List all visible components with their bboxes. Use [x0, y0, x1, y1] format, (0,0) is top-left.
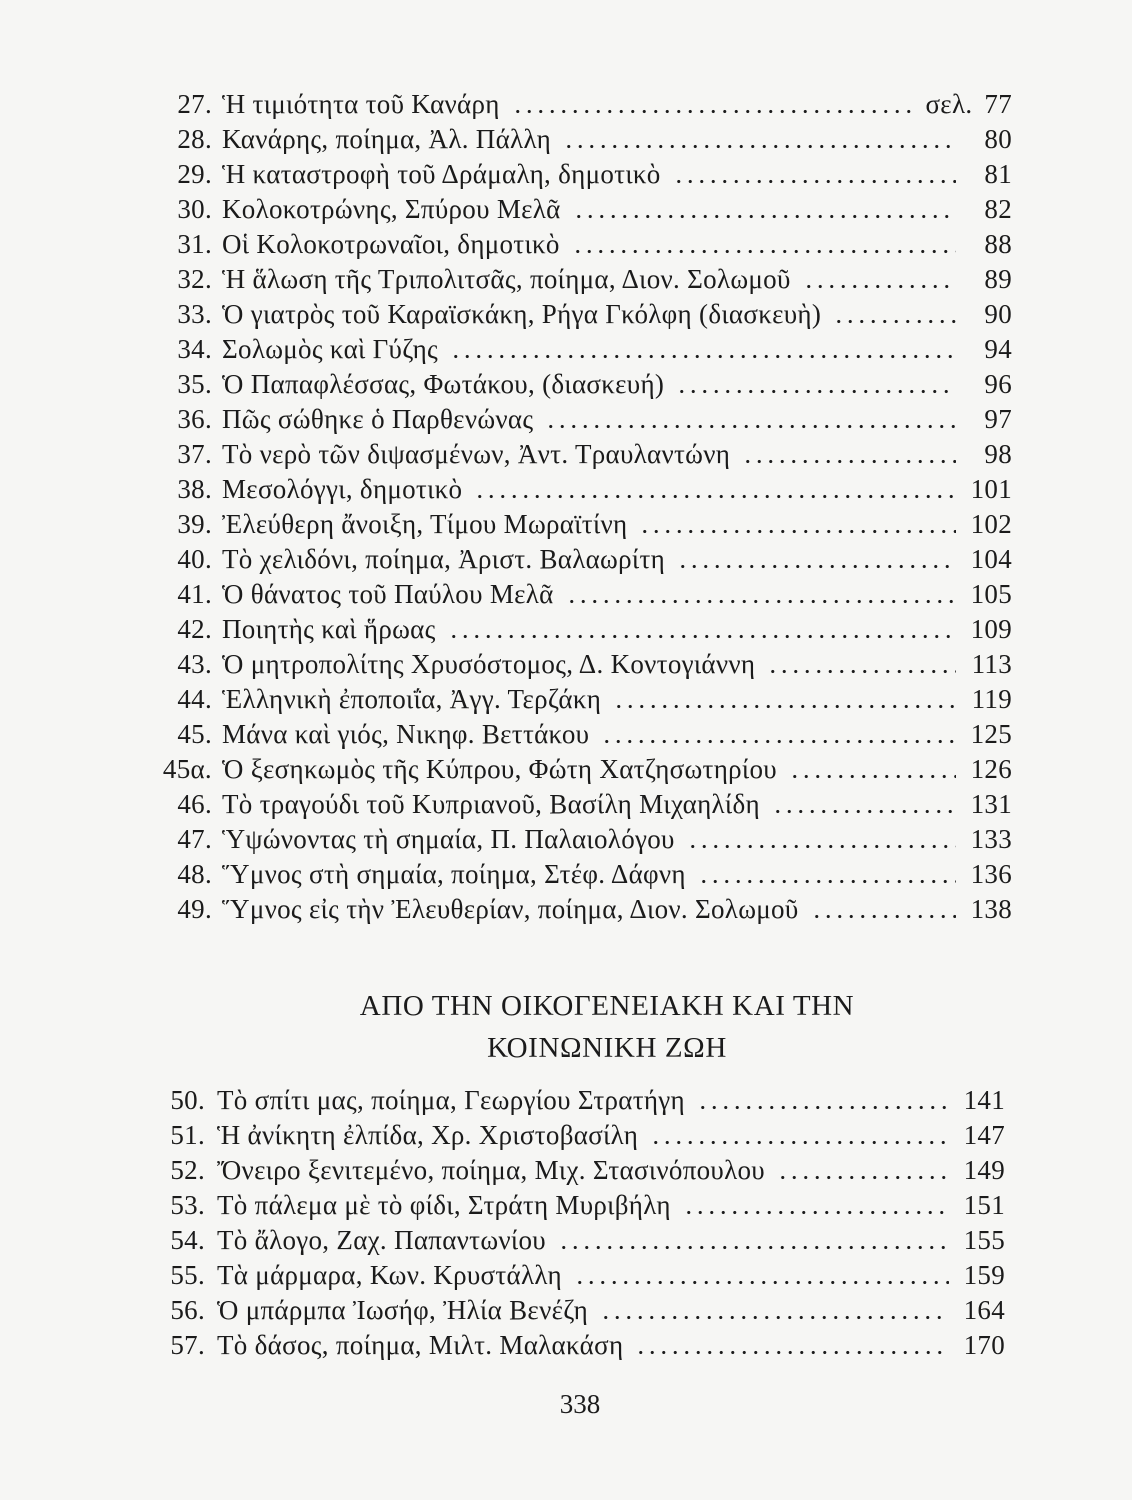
toc-entry-number: 50. [170, 1085, 205, 1115]
toc-entry [150, 332, 1012, 367]
toc-entry-number: 46. [177, 789, 212, 819]
toc-entry-page-cell [961, 1083, 1005, 1118]
toc-entry-page-cell [968, 822, 1012, 857]
toc-entry-number: 33. [177, 299, 212, 329]
dot-leader [448, 332, 956, 367]
toc-entry-page: 97 [984, 404, 1012, 434]
toc-entry-page-cell [968, 297, 1012, 332]
toc-entry-page-cell [968, 787, 1012, 822]
toc-entry-page-cell [961, 1258, 1005, 1293]
toc-entry-title: Ἡ τιμιότητα τοῦ Κανάρη [222, 89, 500, 119]
toc-entry-page: 82 [984, 194, 1012, 224]
dot-leader [685, 822, 956, 857]
toc-entry-page: 147 [963, 1120, 1005, 1150]
toc-entry-number: 56. [170, 1295, 205, 1325]
toc-entry-page-cell [961, 1188, 1005, 1223]
section-heading-line-2: ΚΟΙΝΩΝΙΚΗ ΖΩΗ [487, 1032, 727, 1064]
toc-entry-page: 89 [984, 264, 1012, 294]
toc-entry-number: 34. [177, 334, 212, 364]
toc-entry-title: Τὰ μάρμαρα, Κων. Κρυστάλλη [217, 1260, 562, 1290]
toc-entry-page-cell [968, 262, 1012, 297]
toc-entry-page-cell [968, 122, 1012, 157]
toc-entry [150, 122, 1012, 157]
section-heading [300, 985, 914, 1069]
dot-leader [809, 892, 956, 927]
toc-entry-number: 31. [177, 229, 212, 259]
toc-entry-number: 29. [177, 159, 212, 189]
dot-leader [637, 507, 956, 542]
dot-leader [775, 1153, 949, 1188]
toc-entry-page: 88 [984, 229, 1012, 259]
toc-entry-page-prefix: σελ. [925, 89, 973, 119]
toc-entry-title: Ὁ γιατρὸς τοῦ Καραϊσκάκη, Ρήγα Γκόλφη (διασκευὴ) [222, 299, 822, 329]
toc-entry-number: 36. [177, 404, 212, 434]
toc-entry-page-cell [968, 717, 1012, 752]
toc-entry [150, 542, 1012, 577]
toc-entry-page-cell [968, 157, 1012, 192]
toc-entry [145, 1293, 1005, 1328]
toc-entry-number: 51. [170, 1120, 205, 1150]
dot-leader [611, 682, 956, 717]
toc-entry-number: 27. [177, 89, 212, 119]
toc-entry-page-cell [968, 542, 1012, 577]
toc-entry-number: 42. [177, 614, 212, 644]
dot-leader [543, 402, 956, 437]
dot-leader [510, 87, 914, 122]
toc-entry-title: Τὸ πάλεμα μὲ τὸ φίδι, Στράτη Μυριβήλη [217, 1190, 671, 1220]
dot-leader [671, 157, 956, 192]
toc-entry-title: Τὸ τραγούδι τοῦ Κυπριανοῦ, Βασίλη Μιχαηλίδη [222, 789, 760, 819]
dot-leader [787, 752, 956, 787]
toc-entry-page-cell [968, 367, 1012, 402]
dot-leader [674, 367, 956, 402]
toc-entry-page-cell [968, 577, 1012, 612]
toc-entry-number: 49. [177, 894, 212, 924]
table-of-contents-part-2 [145, 1083, 1005, 1363]
dot-leader [599, 717, 956, 752]
toc-entry [145, 1118, 1005, 1153]
toc-entry [150, 892, 1012, 927]
toc-entry-page: 105 [970, 579, 1012, 609]
toc-entry-page: 151 [963, 1190, 1005, 1220]
toc-entry-number: 41. [177, 579, 212, 609]
toc-entry-title: Ὕμνος στὴ σημαία, ποίημα, Στέφ. Δάφνη [222, 859, 686, 889]
dot-leader [633, 1328, 949, 1363]
toc-entry-title: Τὸ δάσος, ποίημα, Μιλτ. Μαλακάση [217, 1330, 624, 1360]
toc-entry-page: 90 [984, 299, 1012, 329]
dot-leader [831, 297, 956, 332]
toc-entry-page: 109 [970, 614, 1012, 644]
dot-leader [740, 437, 956, 472]
toc-entry [145, 1083, 1005, 1118]
toc-entry-title: Μάνα καὶ γιός, Νικηφ. Βεττάκου [222, 719, 590, 749]
toc-entry-number: 55. [170, 1260, 205, 1290]
dot-leader [564, 577, 956, 612]
toc-entry-page: 119 [971, 684, 1012, 714]
toc-entry-page-cell [961, 1118, 1005, 1153]
toc-entry [150, 367, 1012, 402]
toc-entry-title: Ἡ ἅλωση τῆς Τριπολιτσᾶς, ποίημα, Διον. Σολωμοῦ [222, 264, 791, 294]
toc-entry-title: Ὁ Παπαφλέσσας, Φωτάκου, (διασκευή) [222, 369, 665, 399]
toc-entry [150, 472, 1012, 507]
toc-entry-page-cell [968, 192, 1012, 227]
toc-entry-number: 47. [177, 824, 212, 854]
toc-entry [150, 857, 1012, 892]
toc-entry-page-cell [968, 227, 1012, 262]
toc-entry [150, 682, 1012, 717]
dot-leader [572, 1258, 949, 1293]
toc-entry-page: 164 [963, 1295, 1005, 1325]
toc-entry-title: Ὑψώνοντας τὴ σημαία, Π. Παλαιολόγου [222, 824, 675, 854]
dot-leader [695, 1083, 949, 1118]
toc-entry-page-cell [968, 892, 1012, 927]
toc-entry-title: Κανάρης, ποίημα, Ἀλ. Πάλλη [222, 124, 552, 154]
toc-entry-title: Ἡ ἀνίκητη ἐλπίδα, Χρ. Χριστοβασίλη [217, 1120, 639, 1150]
dot-leader [598, 1293, 949, 1328]
toc-entry [150, 437, 1012, 472]
toc-entry-page: 170 [963, 1330, 1005, 1360]
toc-entry-page-cell [968, 437, 1012, 472]
toc-entry-page: 136 [970, 859, 1012, 889]
toc-entry-title: Ἐλεύθερη ἄνοιξη, Τίμου Μωραϊτίνη [222, 509, 628, 539]
toc-entry-number: 38. [177, 474, 212, 504]
toc-entry-page-cell [925, 87, 1012, 122]
toc-entry [150, 647, 1012, 682]
toc-entry-number: 57. [170, 1330, 205, 1360]
section-heading-line-1: ΑΠΟ ΤΗΝ ΟΙΚΟΓΕΝΕΙΑΚΗ ΚΑΙ ΤΗΝ [359, 990, 855, 1022]
toc-entry-page: 149 [963, 1155, 1005, 1185]
toc-entry-number: 37. [177, 439, 212, 469]
toc-entry-page: 101 [970, 474, 1012, 504]
toc-entry [145, 1328, 1005, 1363]
table-of-contents-part-1 [150, 87, 1012, 927]
toc-entry [150, 717, 1012, 752]
toc-entry-page: 80 [984, 124, 1012, 154]
toc-entry-title: Τὸ ἄλογο, Ζαχ. Παπαντωνίου [217, 1225, 546, 1255]
toc-entry-title: Κολοκοτρώνης, Σπύρου Μελᾶ [222, 194, 561, 224]
toc-entry-page: 102 [970, 509, 1012, 539]
toc-entry-title: Σολωμὸς καὶ Γύζης [222, 334, 439, 364]
toc-entry-title: Ὄνειρο ξενιτεμένο, ποίημα, Μιχ. Στασινόπουλου [217, 1155, 765, 1185]
toc-entry-title: Ἑλληνικὴ ἐποποιΐα, Ἀγγ. Τερζάκη [222, 684, 602, 714]
toc-entry-title: Τὸ νερὸ τῶν διψασμένων, Ἀντ. Τραυλαντώνη [222, 439, 731, 469]
dot-leader [561, 122, 956, 157]
toc-entry-page-cell [961, 1328, 1005, 1363]
page-number: 338 [559, 1389, 601, 1419]
toc-entry-title: Ὁ ξεσηκωμὸς τῆς Κύπρου, Φώτη Χατζησωτηρίου [222, 754, 777, 784]
toc-entry [145, 1153, 1005, 1188]
toc-entry-page: 94 [984, 334, 1012, 364]
toc-entry [150, 297, 1012, 332]
toc-entry-title: Οἱ Κολοκοτρωναῖοι, δημοτικὸ [222, 229, 560, 259]
toc-entry-page-cell [968, 332, 1012, 367]
toc-entry [150, 227, 1012, 262]
dot-leader [556, 1223, 949, 1258]
dot-leader [472, 472, 956, 507]
toc-entry [145, 1188, 1005, 1223]
toc-entry [150, 752, 1012, 787]
toc-entry-title: Ὁ μητροπολίτης Χρυσόστομος, Δ. Κοντογιάννη [222, 649, 756, 679]
toc-entry-page-cell [961, 1223, 1005, 1258]
toc-entry [145, 1223, 1005, 1258]
toc-entry-page: 104 [970, 544, 1012, 574]
toc-entry-page-cell [968, 612, 1012, 647]
toc-entry-title: Πῶς σώθηκε ὁ Παρθενώνας [222, 404, 534, 434]
dot-leader [675, 542, 956, 577]
toc-entry-page-cell [961, 1293, 1005, 1328]
toc-entry-number: 52. [170, 1155, 205, 1185]
toc-entry-title: Τὸ σπίτι μας, ποίημα, Γεωργίου Στρατήγη [217, 1085, 685, 1115]
toc-entry-page: 138 [970, 894, 1012, 924]
toc-entry [150, 87, 1012, 122]
dot-leader [570, 227, 956, 262]
toc-entry-title: Ὕμνος εἰς τὴν Ἐλευθερίαν, ποίημα, Διον. Σολωμοῦ [222, 894, 799, 924]
dot-leader [770, 787, 956, 822]
toc-entry [150, 612, 1012, 647]
dot-leader [765, 647, 956, 682]
toc-entry [150, 787, 1012, 822]
toc-entry [150, 192, 1012, 227]
toc-entry-page: 126 [970, 754, 1012, 784]
toc-entry-title: Ἡ καταστροφὴ τοῦ Δράμαλη, δημοτικὸ [222, 159, 661, 189]
toc-entry-page: 131 [970, 789, 1012, 819]
toc-entry-number: 44. [177, 684, 212, 714]
toc-entry-page-cell [968, 647, 1012, 682]
dot-leader [648, 1118, 949, 1153]
toc-entry-title: Ὁ μπάρμπα Ἰωσήφ, Ἠλία Βενέζη [217, 1295, 589, 1325]
toc-entry-number: 40. [177, 544, 212, 574]
toc-entry-title: Ὁ θάνατος τοῦ Παύλου Μελᾶ [222, 579, 554, 609]
toc-entry-page-cell [968, 752, 1012, 787]
toc-entry-number: 28. [177, 124, 212, 154]
dot-leader [681, 1188, 949, 1223]
dot-leader [446, 612, 956, 647]
toc-entry [150, 262, 1012, 297]
toc-entry-title: Μεσολόγγι, δημοτικὸ [222, 474, 463, 504]
toc-entry [150, 157, 1012, 192]
toc-entry-number: 45. [177, 719, 212, 749]
toc-entry-number: 30. [177, 194, 212, 224]
toc-entry [145, 1258, 1005, 1293]
toc-entry-page: 77 [984, 89, 1012, 119]
toc-entry-page: 98 [984, 439, 1012, 469]
toc-entry-page: 141 [963, 1085, 1005, 1115]
dot-leader [696, 857, 956, 892]
dot-leader [571, 192, 956, 227]
toc-entry-number: 54. [170, 1225, 205, 1255]
toc-entry-number: 43. [177, 649, 212, 679]
toc-entry-number: 35. [177, 369, 212, 399]
toc-entry-page-cell [968, 857, 1012, 892]
toc-entry [150, 577, 1012, 612]
toc-entry-page: 96 [984, 369, 1012, 399]
toc-entry-page: 133 [970, 824, 1012, 854]
toc-entry [150, 822, 1012, 857]
toc-entry [150, 402, 1012, 437]
toc-entry-number: 48. [177, 859, 212, 889]
toc-entry-title: Τὸ χελιδόνι, ποίημα, Ἀριστ. Βαλαωρίτη [222, 544, 666, 574]
toc-entry-page: 113 [971, 649, 1012, 679]
dot-leader [801, 262, 956, 297]
toc-entry-number: 39. [177, 509, 212, 539]
toc-entry-number: 32. [177, 264, 212, 294]
toc-entry-page-cell [968, 507, 1012, 542]
toc-entry-page-cell [968, 682, 1012, 717]
toc-entry-page: 81 [984, 159, 1012, 189]
toc-entry-number: 45α. [162, 754, 212, 784]
toc-entry-page: 125 [970, 719, 1012, 749]
toc-entry-page-cell [961, 1153, 1005, 1188]
toc-entry-number: 53. [170, 1190, 205, 1220]
toc-entry-title: Ποιητὴς καὶ ἥρωας [222, 614, 436, 644]
toc-entry-page-cell [968, 402, 1012, 437]
toc-entry-page: 155 [963, 1225, 1005, 1255]
toc-entry-page-cell [968, 472, 1012, 507]
toc-entry [150, 507, 1012, 542]
toc-entry-page: 159 [963, 1260, 1005, 1290]
